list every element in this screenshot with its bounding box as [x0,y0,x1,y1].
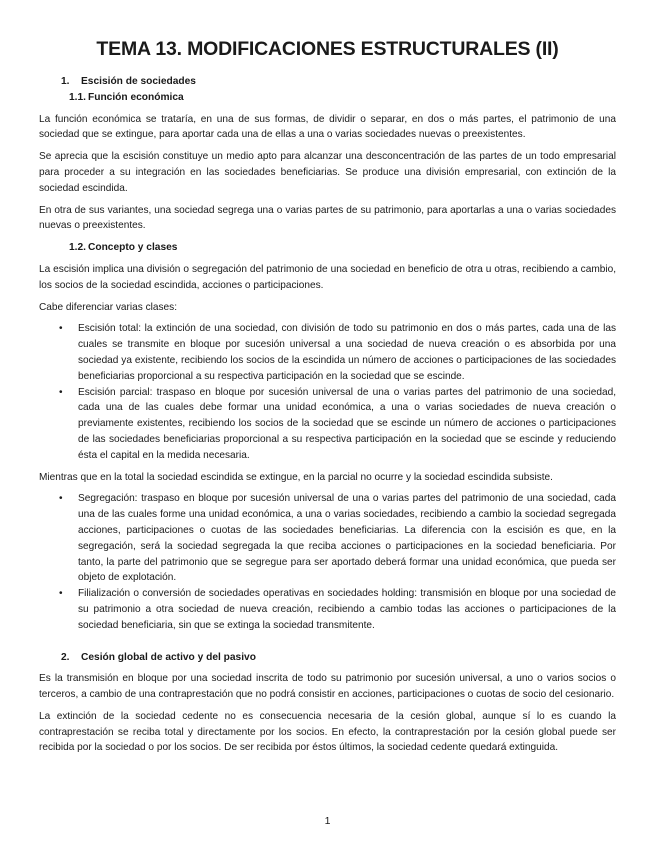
bullet-icon: • [59,588,63,600]
section-1-heading [61,74,616,90]
list-item [39,491,616,586]
paragraph: Es la transmisión en bloque por una sociedad inscrita de todo su patrimonio por sucesión universal, a uno o varios socios o terceros, a cambio de una contraprestación que no podrá consistir en acciones, participaciones o cuotas de socio del cesionario. [39,673,616,701]
page-title: TEMA 13. MODIFICACIONES ESTRUCTURALES (II) [96,38,559,60]
list-item-text: Filialización o conversión de sociedades operativas en sociedades holding: transmisión en bloque por una sociedad de su patrimonio a otra sociedad de nueva creación, recibiendo a cambio todas las acciones o participaciones de la sociedad beneficiaria, sin que se extinga la sociedad transmitente. [78,588,616,631]
list-item-text: Escisión total: la extinción de una sociedad, con división de todo su patrimonio en dos o más partes, cada una de las cuales se transmite en bloque por sucesión universal a una sociedad de nueva creación o es absorbida por una sociedad ya existente, recibiendo los socios de la escindida un número de acciones o participaciones de las sociedades beneficiarias proporcional a su respectiva participación en la sociedad que se escinde. [78,323,616,382]
paragraph: La escisión implica una división o segregación del patrimonio de una sociedad en beneficio de otra u otras, recibiendo a cambio, los socios de la sociedad escindida, acciones o participaciones. [39,263,616,291]
paragraph: Mientras que en la total la sociedad escindida se extingue, en la parcial no ocurre y la sociedad escindida subsiste. [39,471,553,483]
paragraph: Se aprecia que la escisión constituye un medio apto para alcanzar una desconcentración de las partes de un todo empresarial para proceder a su integración en las sociedades beneficiarias. Se produce una división empresarial, con extinción de la sociedad escindida. [39,151,616,194]
page-number: 1 [324,815,331,827]
paragraph: Cabe diferenciar varias clases: [39,301,178,313]
section-1-title: Escisión de sociedades [81,76,196,87]
list-item-text: Escisión parcial: traspaso en bloque por sucesión universal de una o varias partes del patrimonio de una sociedad, cada una de las cuales debe formar una unidad económica, a una o varias sociedades de nueva creación o previamente existentes, recibiendo los socios de la sociedad que se escinde un número de acciones o participaciones de las sociedades beneficiarias proporcional a su respectiva participación en la sociedad que se escinde y reduciendo ésta el capital en la medida necesaria. [78,386,616,461]
subsection-1-1-number: 1.1. [69,91,86,103]
subsection-1-1-title: Función económica [88,91,184,103]
list-item-text: Segregación: traspaso en bloque por sucesión universal de una o varias partes del patrimonio de una sociedad, cada una de las cuales forme una unidad económica, a una o varias sociedades, recibiendo a cambio la sociedad segregada acciones, participaciones o cuotas de las sociedades beneficiarias. La diferencia con la escisión es que, en la segregación, será la sociedad segregada la que reciba acciones o participaciones en la sociedad beneficiaria. Por tanto, la parte del patrimonio que se segregue para ser aportado deberá formar una unidad económica, que pueda ser objeto de explotación. [78,493,616,584]
paragraph: La función económica se trataría, en una de sus formas, de dividir o separar, en dos o más partes, el patrimonio de una sociedad que se extingue, para aportar cada una de ellas a una o varias sociedades nuevas o preexistentes. [39,113,616,141]
list-item [39,321,616,384]
subsection-1-2-title: Concepto y clases [88,242,178,254]
list-item [39,586,616,633]
paragraph: En otra de sus variantes, una sociedad segrega una o varias partes de su patrimonio, para aportarlas a una o varias sociedades nuevas o preexistentes. [39,204,616,232]
bullet-list [39,321,616,463]
bullet-icon: • [59,493,63,505]
bullet-list [39,491,616,633]
subsection-1-2-heading [69,240,616,256]
section-1-number: 1. [61,76,70,87]
section-2-number: 2. [61,651,70,663]
paragraph: La extinción de la sociedad cedente no es consecuencia necesaria de la cesión global, aunque sí lo es cuando la contraprestación se reciba total y directamente por los socios. En efecto, la contraprestación por la cesión global puede ser recibida por la sociedad o por los socios. De ser recibida por éstos últimos, la sociedad cedente quedará extinguida. [39,710,616,754]
bullet-icon: • [59,323,63,335]
list-item [39,385,616,464]
document-body [39,74,616,762]
subsection-1-2-number: 1.2. [69,242,86,254]
section-2-heading [61,650,616,666]
section-2-title: Cesión global de activo y del pasivo [81,651,256,663]
subsection-1-1-heading [69,90,616,106]
bullet-icon: • [59,386,63,398]
section-spacer [39,640,616,650]
